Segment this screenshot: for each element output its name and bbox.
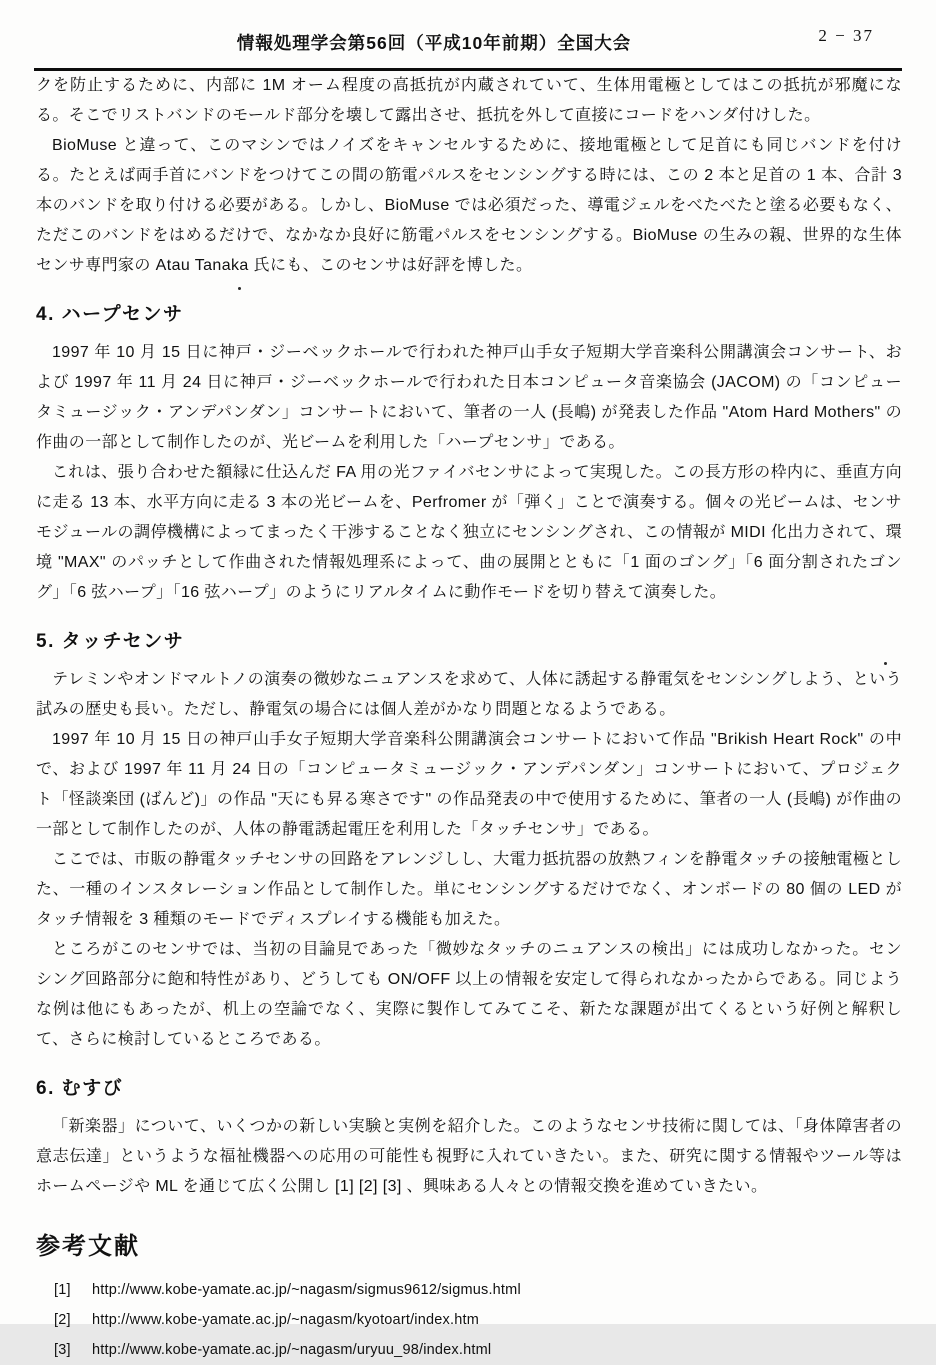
paragraph-s6-1: 「新楽器」について、いくつかの新しい実験と実例を紹介した。このようなセンサ技術に関しては、「身体障害者の意志伝達」というような福祉機器への応用の可能性も視野に入れていきたい。また、研究に関する情報やツール等はホームページや ML を通じて広く公開し [1] [2] [3] 、興味ある人々との情報交換を進めていきたい。 [36, 1118, 902, 1195]
paragraph-s4-1: 1997 年 10 月 15 日に神戸・ジーベックホールで行われた神戸山手女子短期大学音楽科公開講演会コンサート、および 1997 年 11 月 24 日に神戸・ジーベックホールで行われた日本コンピュータ音楽協会 (JACOM) の「コンピュータミュージック・アンデパンダン」コンサートにおいて、筆者の一人 (長嶋) が発表した作品 "Atom Hard Mothers" の作曲の一部として制作したのが、光ビームを利用した「ハープセンサ」である。 [36, 344, 902, 451]
page-number: 2 − 37 [818, 26, 874, 45]
reference-label: [1] [54, 1282, 71, 1298]
paragraph-s5-3: ここでは、市販の静電タッチセンサの回路をアレンジしし、大電力抵抗器の放熱フィンを静電タッチの接触電極とした、一種のインスタレーション作品として制作した。単にセンシングするだけでなく、オンボードの 80 個の LED がタッチ情報を 3 種類のモードでディスプレイする機能も加えた。 [36, 851, 902, 928]
section-heading-harp-sensor: 4. ハープセンサ [36, 304, 184, 325]
references-list [54, 1275, 902, 1365]
reference-item [54, 1305, 902, 1335]
paragraph-s4-2: これは、張り合わせた額縁に仕込んだ FA 用の光ファイバセンサによって実現した。この長方形の枠内に、垂直方向に走る 13 本、水平方向に走る 3 本の光ビームを、Perfromer が「弾く」ことで演奏する。個々の光ビームは、センサモジュールの調停機構によってまったく干渉することなく独立にセンシングされ、この情報が MIDI 化出力されて、環境 "MAX" のパッチとして作曲された情報処理系によって、曲の展開とともに「1 面のゴング」「6 面分割されたゴング」「6 弦ハープ」「16 弦ハープ」のようにリアルタイムに動作モードを切り替えて演奏した。 [36, 464, 902, 601]
reference-label: [3] [54, 1342, 71, 1358]
paragraph-s5-2: 1997 年 10 月 15 日の神戸山手女子短期大学音楽科公開講演会コンサートにおいて作品 "Brikish Heart Rock" の中で、および 1997 年 11 月 24 日の「コンピュータミュージック・アンデパンダン」コンサートにおいて、プロジェクト「怪談楽団 (ばんど)」の作品 "天にも昇る寒さです" の作品発表の中で使用するために、筆者の一人 (長嶋) が作曲の一部として制作したのが、人体の静電誘起電圧を利用した「タッチセンサ」である。 [36, 731, 902, 838]
section-heading-musubi: 6. むすび [36, 1078, 124, 1099]
reference-url: http://www.kobe-yamate.ac.jp/~nagasm/uryuu_98/index.html [92, 1342, 492, 1358]
section-heading-touch-sensor: 5. タッチセンサ [36, 631, 185, 652]
paragraph-intro-1: クを防止するために、内部に 1M オーム程度の高抵抗が内蔵されていて、生体用電極としてはこの抵抗が邪魔になる。そこでリストバンドのモールド部分を壊して露出させ、抵抗を外して直接にコードをハンダ付けした。 [36, 77, 902, 124]
reference-url: http://www.kobe-yamate.ac.jp/~nagasm/kyotoart/index.htm [92, 1312, 479, 1328]
paper-body [36, 71, 902, 1365]
scan-artifact-dot [884, 662, 887, 665]
reference-item [54, 1335, 902, 1365]
paragraph-s5-1: テレミンやオンドマルトノの演奏の微妙なニュアンスを求めて、人体に誘起する静電気をセンシングしよう、という試みの歴史も長い。ただし、静電気の場合には個人差がかなり問題となるようである。 [36, 671, 902, 718]
conference-title: 情報処理学会第56回（平成10年前期）全国大会 [236, 33, 632, 53]
page-header [36, 26, 902, 60]
references-heading: 参考文献 [36, 1233, 140, 1260]
paragraph-intro-2: BioMuse と違って、このマシンではノイズをキャンセルするために、接地電極として足首にも同じバンドを付ける。たとえば両手首にバンドをつけてこの間の筋電パルスをセンシングする時には、この 2 本と足首の 1 本、合計 3 本のバンドを取り付ける必要がある。しかし、BioMuse では必須だった、導電ジェルをべたべたと塗る必要もなく、ただこのバンドをはめるだけで、なかなか良好に筋電パルスをセンシングする。BioMuse の生みの親、世界的な生体センサ専門家の Atau Tanaka 氏にも、このセンサは好評を博した。 [36, 137, 902, 274]
scan-artifact-dot [238, 287, 241, 290]
reference-item [54, 1275, 902, 1305]
paragraph-s5-4: ところがこのセンサでは、当初の目論見であった「微妙なタッチのニュアンスの検出」には成功しなかった。センシング回路部分に飽和特性があり、どうしても ON/OFF 以上の情報を安定して得られなかったからである。同じような例は他にもあったが、机上の空論でなく、実際に製作してみてこそ、新たな課題が出てくるという好例と解釈して、さらに検討しているところである。 [36, 941, 902, 1048]
reference-label: [2] [54, 1312, 71, 1328]
reference-url: http://www.kobe-yamate.ac.jp/~nagasm/sigmus9612/sigmus.html [92, 1282, 521, 1298]
